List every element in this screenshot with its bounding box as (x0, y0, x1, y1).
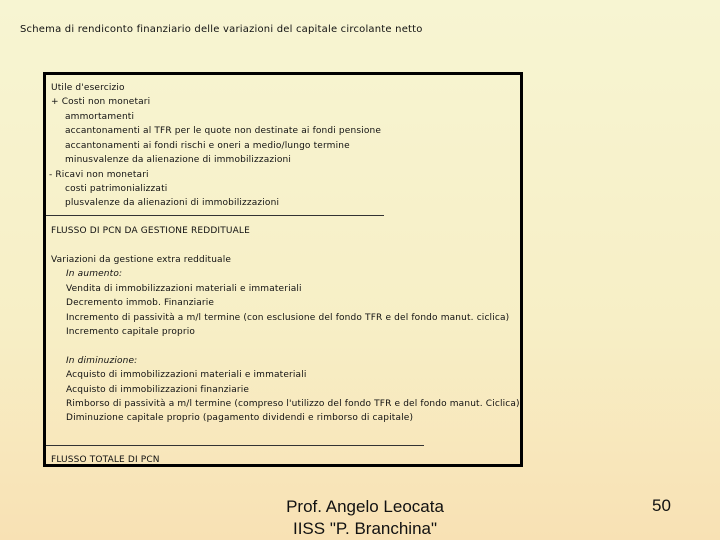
author-name: Prof. Angelo Leocata (286, 497, 444, 516)
line-financial-assets-decrease: Decremento immob. Finanziarie (66, 298, 215, 308)
line-non-monetary-revenues: - Ricavi non monetari (49, 170, 149, 180)
line-total-flow: FLUSSO TOTALE DI PCN (51, 455, 160, 465)
page-number: 50 (652, 496, 671, 515)
line-liabilities-increase: Incremento di passività a m/l termine (con esclusione del fondo TFR e del fondo manut. ciclica) (66, 313, 510, 323)
divider-rule (46, 445, 424, 446)
line-risk-provisions: accantonamenti ai fondi rischi e oneri a medio/lungo termine (65, 141, 350, 151)
footer-author (270, 496, 460, 540)
line-capital-gains: plusvalenze da alienazioni di immobilizzazioni (65, 198, 280, 208)
line-tfr-provisions: accantonamenti al TFR per le quote non destinate ai fondi pensione (65, 126, 382, 136)
slide-title: Schema di rendiconto finanziario delle variazioni del capitale circolante netto (20, 24, 423, 35)
line-extra-operating-heading: Variazioni da gestione extra reddituale (51, 255, 232, 265)
line-asset-sales: Vendita di immobilizzazioni materiali e immateriali (66, 284, 302, 294)
line-decrease-heading: In diminuzione: (66, 356, 138, 366)
line-net-income: Utile d'esercizio (51, 83, 125, 93)
line-liabilities-repayment: Rimborso di passività a m/l termine (compreso l'utilizzo del fondo TFR e del fondo manut. Ciclica) (66, 399, 520, 409)
line-equity-decrease: Diminuzione capitale proprio (pagamento dividendi e rimborso di capitale) (66, 413, 414, 423)
line-asset-purchases: Acquisto di immobilizzazioni materiali e immateriali (66, 370, 307, 380)
line-depreciation: ammortamenti (65, 112, 135, 122)
school-name: IISS "P. Branchina" (292, 519, 438, 538)
divider-rule (46, 215, 384, 216)
cash-flow-statement-box (43, 72, 523, 467)
line-non-monetary-costs: + Costi non monetari (51, 97, 151, 107)
line-financial-asset-purchases: Acquisto di immobilizzazioni finanziarie (66, 385, 250, 395)
line-operating-flow-total: FLUSSO DI PCN DA GESTIONE REDDITUALE (51, 226, 250, 236)
line-equity-increase: Incremento capitale proprio (66, 327, 196, 337)
line-capital-losses: minusvalenze da alienazione di immobilizzazioni (65, 155, 292, 165)
line-capitalized-costs: costi patrimonializzati (65, 184, 168, 194)
line-increase-heading: In aumento: (66, 269, 123, 279)
